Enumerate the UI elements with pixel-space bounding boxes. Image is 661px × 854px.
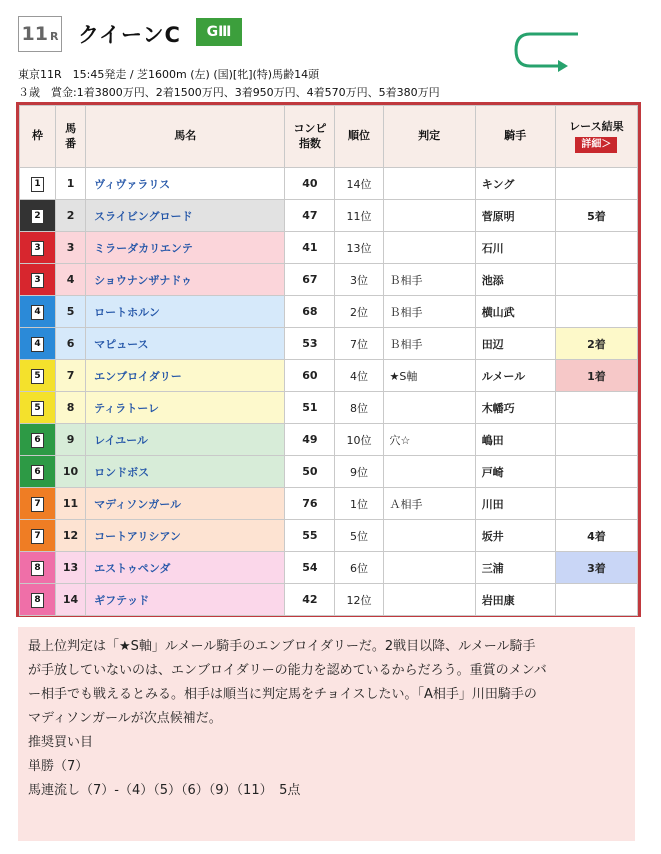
compi-cell: 42 [285,584,335,616]
umaban-cell: 12 [56,520,86,552]
hantei-cell [383,584,475,616]
umaban-cell: 6 [56,328,86,360]
compi-cell: 55 [285,520,335,552]
table-row [20,200,638,232]
rank-cell: 12位 [335,584,383,616]
rank-cell: 13位 [335,232,383,264]
hantei-cell [383,232,475,264]
waku-cell [20,264,56,296]
umaban-cell: 4 [56,264,86,296]
hantei-cell: Ｂ相手 [383,328,475,360]
waku-number: 7 [31,529,44,544]
entry-table [19,105,638,616]
hantei-cell: Ｂ相手 [383,296,475,328]
horse-name-link[interactable]: ミラーダカリエンテ [86,232,285,264]
header-umaban-label: 馬番 [65,121,77,150]
waku-cell [20,456,56,488]
comment-line: マディソンガールが次点候補だ。 [28,711,222,726]
result-cell [555,488,637,520]
table-row [20,360,638,392]
result-cell [555,264,637,296]
horse-name-link[interactable]: エストゥペンダ [86,552,285,584]
waku-number: 1 [31,177,44,192]
waku-cell [20,168,56,200]
rank-cell: 7位 [335,328,383,360]
result-cell [555,168,637,200]
rank-cell: 11位 [335,200,383,232]
horse-name-link[interactable]: ティラトーレ [86,392,285,424]
waku-number: 3 [31,241,44,256]
rank-cell: 8位 [335,392,383,424]
race-number: 11 [21,23,48,45]
race-title: クイーンC [78,23,181,47]
rank-cell: 4位 [335,360,383,392]
horse-name-link[interactable]: マディソンガール [86,488,285,520]
header-compi-label: コンピ指数 [293,121,327,150]
header-jockey: 騎手 [475,106,555,168]
table-header-row [20,106,638,168]
hantei-cell: 穴☆ [383,424,475,456]
rank-cell: 5位 [335,520,383,552]
header-umaban [56,106,86,168]
header-compi [285,106,335,168]
recommended-bet-win: 単勝（7） [28,759,89,774]
jockey-cell: 池添 [475,264,555,296]
hantei-cell [383,168,475,200]
waku-number: 8 [31,593,44,608]
table-row [20,488,638,520]
umaban-cell: 1 [56,168,86,200]
jockey-cell: 嶋田 [475,424,555,456]
waku-cell [20,232,56,264]
compi-cell: 60 [285,360,335,392]
comment-line: 最上位判定は「★S軸」ルメール騎手のエンブロイダリーだ。2戦目以降、ルメール騎手 [28,639,536,654]
waku-number: 5 [31,369,44,384]
waku-cell [20,296,56,328]
result-cell: 2着 [555,328,637,360]
umaban-cell: 14 [56,584,86,616]
header-result [555,106,637,168]
rank-cell: 3位 [335,264,383,296]
jockey-cell: 川田 [475,488,555,520]
jockey-cell: 田辺 [475,328,555,360]
hantei-cell: ★S軸 [383,360,475,392]
grade-badge: GⅢ [196,18,242,46]
table-row [20,456,638,488]
compi-cell: 67 [285,264,335,296]
table-row [20,296,638,328]
header-waku: 枠 [20,106,56,168]
jockey-cell: 菅原明 [475,200,555,232]
result-cell [555,424,637,456]
header-hantei: 判定 [383,106,475,168]
waku-number: 6 [31,465,44,480]
hantei-cell [383,552,475,584]
horse-name-link[interactable]: ロートホルン [86,296,285,328]
waku-number: 4 [31,337,44,352]
hantei-cell [383,456,475,488]
waku-number: 4 [31,305,44,320]
header-rank: 順位 [335,106,383,168]
result-cell [555,456,637,488]
waku-number: 6 [31,433,44,448]
horse-name-link[interactable]: ヴィヴァラリス [86,168,285,200]
compi-cell: 50 [285,456,335,488]
umaban-cell: 2 [56,200,86,232]
entry-table-frame [16,102,641,617]
header-result-label: レース結果 [569,120,624,134]
waku-number: 2 [31,209,44,224]
waku-cell [20,360,56,392]
waku-cell [20,328,56,360]
jockey-cell: 横山武 [475,296,555,328]
waku-number: 8 [31,561,44,576]
horse-name-link[interactable]: マピュース [86,328,285,360]
table-row [20,232,638,264]
result-cell: 1着 [555,360,637,392]
race-info-line-2: ３歳 賞金:1着3800万円、2着1500万円、3着950万円、4着570万円、5着380万円 [18,86,440,99]
course-direction-icon [496,22,582,82]
umaban-cell: 7 [56,360,86,392]
horse-name-link[interactable]: ギフテッド [86,584,285,616]
rank-cell: 9位 [335,456,383,488]
compi-cell: 76 [285,488,335,520]
table-row [20,168,638,200]
table-row [20,584,638,616]
table-row [20,264,638,296]
jockey-cell: キング [475,168,555,200]
horse-name-link[interactable]: ロンドボス [86,456,285,488]
umaban-cell: 3 [56,232,86,264]
hantei-cell [383,200,475,232]
commentary-box [18,627,635,841]
hantei-cell [383,520,475,552]
result-cell [555,296,637,328]
table-row [20,328,638,360]
waku-cell [20,520,56,552]
horse-name-link[interactable]: スライビングロード [86,200,285,232]
umaban-cell: 13 [56,552,86,584]
umaban-cell: 8 [56,392,86,424]
table-row [20,520,638,552]
result-cell: 4着 [555,520,637,552]
race-number-suffix: R [49,30,59,43]
jockey-cell: ルメール [475,360,555,392]
result-cell [555,584,637,616]
jockey-cell: 石川 [475,232,555,264]
horse-name-link[interactable]: ショウナンザナドゥ [86,264,285,296]
waku-number: 7 [31,497,44,512]
waku-cell [20,584,56,616]
horse-name-link[interactable]: コートアリシアン [86,520,285,552]
compi-cell: 54 [285,552,335,584]
recommended-bet-quinella: 馬連流し（7）-（4）（5）（6）（9）（11） 5点 [28,783,301,798]
hantei-cell [383,392,475,424]
rank-cell: 6位 [335,552,383,584]
waku-cell [20,392,56,424]
rank-cell: 2位 [335,296,383,328]
compi-cell: 68 [285,296,335,328]
hantei-cell: Ａ相手 [383,488,475,520]
compi-cell: 51 [285,392,335,424]
jockey-cell: 三浦 [475,552,555,584]
result-detail-button[interactable]: 詳細＞ [575,137,617,153]
comment-line: が手放していないのは、エンブロイダリーの能力を認めているからだろう。重賞のメンバ [28,663,547,678]
compi-cell: 47 [285,200,335,232]
race-number-badge [18,16,62,52]
waku-cell [20,424,56,456]
umaban-cell: 11 [56,488,86,520]
compi-cell: 53 [285,328,335,360]
race-info-line-1: 東京11R 15:45発走 / 芝1600m (左) (国)[牝](特)馬齢14頭 [18,68,320,81]
recommended-bets-title: 推奨買い目 [28,735,94,750]
table-row [20,392,638,424]
horse-name-link[interactable]: レイユール [86,424,285,456]
rank-cell: 14位 [335,168,383,200]
waku-cell [20,552,56,584]
comment-line: ー相手でも戦えるとみる。相手は順当に判定馬をチョイスしたい。「A相手」川田騎手の [28,687,537,702]
umaban-cell: 9 [56,424,86,456]
result-cell: 5着 [555,200,637,232]
result-cell [555,392,637,424]
jockey-cell: 木幡巧 [475,392,555,424]
waku-cell [20,488,56,520]
table-row [20,552,638,584]
waku-number: 3 [31,273,44,288]
jockey-cell: 岩田康 [475,584,555,616]
jockey-cell: 戸崎 [475,456,555,488]
hantei-cell: Ｂ相手 [383,264,475,296]
waku-number: 5 [31,401,44,416]
horse-name-link[interactable]: エンブロイダリー [86,360,285,392]
jockey-cell: 坂井 [475,520,555,552]
result-cell: 3着 [555,552,637,584]
umaban-cell: 10 [56,456,86,488]
table-row [20,424,638,456]
waku-cell [20,200,56,232]
rank-cell: 1位 [335,488,383,520]
result-cell [555,232,637,264]
umaban-cell: 5 [56,296,86,328]
header-horse-name: 馬名 [86,106,285,168]
rank-cell: 10位 [335,424,383,456]
compi-cell: 49 [285,424,335,456]
compi-cell: 41 [285,232,335,264]
compi-cell: 40 [285,168,335,200]
race-header [18,14,638,62]
